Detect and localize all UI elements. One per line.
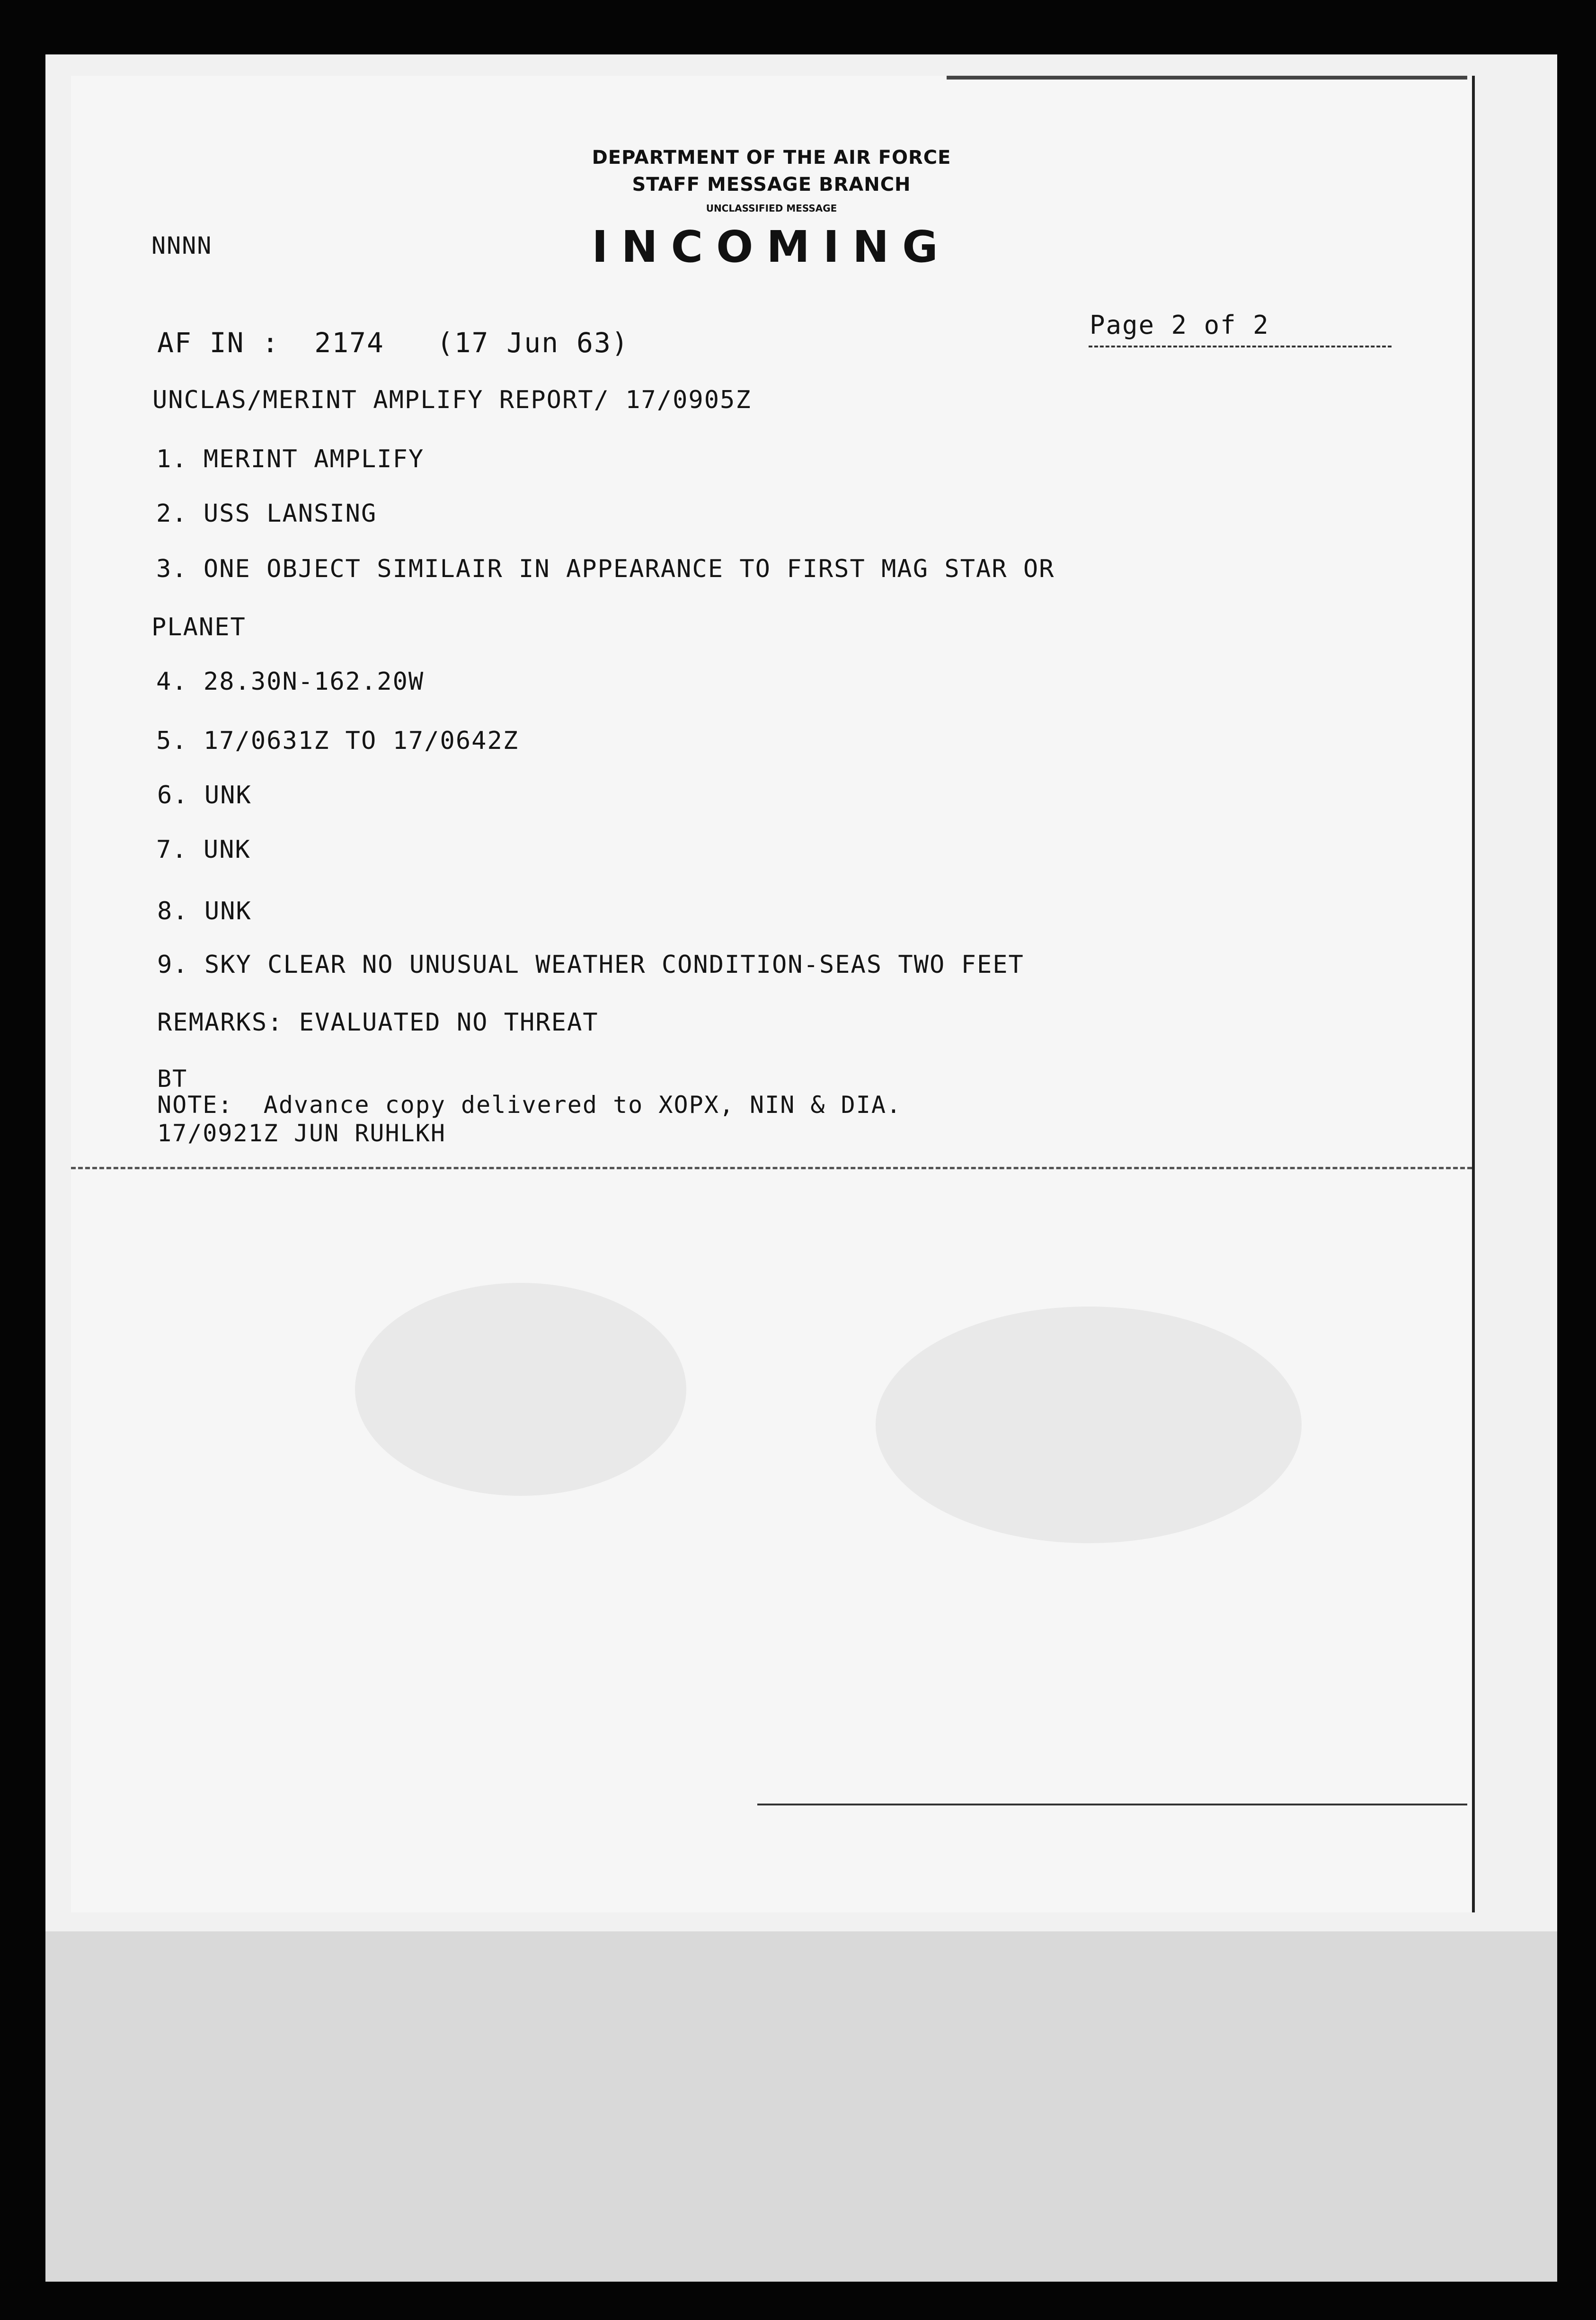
page-underline: [1089, 346, 1392, 349]
list-item: 1. MERINT AMPLIFY: [156, 445, 425, 473]
list-item: 6. UNK: [157, 781, 252, 809]
bleed-through-smudge: [355, 1283, 686, 1496]
routing-indicator: NNNN: [151, 232, 213, 259]
incoming-title: INCOMING: [592, 222, 951, 272]
list-item: 3. ONE OBJECT SIMILAIR IN APPEARANCE TO FIRST MAG STAR OR: [156, 555, 1055, 583]
break-marker: BT: [157, 1065, 188, 1093]
subject-line: UNCLAS/MERINT AMPLIFY REPORT/ 17/0905Z: [152, 386, 752, 414]
classification-label: UNCLASSIFIED MESSAGE: [706, 203, 837, 214]
underlying-sheet: [45, 1931, 1557, 2282]
bleed-through-smudge: [876, 1307, 1302, 1543]
page-label: Page 2 of 2: [1090, 310, 1269, 340]
list-item: 9. SKY CLEAR NO UNUSUAL WEATHER CONDITION-SEAS TWO FEET: [157, 951, 1024, 979]
top-rule: [947, 76, 1467, 80]
message-form: [71, 76, 1475, 1912]
department-heading: DEPARTMENT OF THE AIR FORCE: [592, 147, 951, 169]
perforation-rule: [71, 1167, 1472, 1172]
list-item: PLANET: [151, 613, 246, 641]
time-signature: 17/0921Z JUN RUHLKH: [157, 1120, 446, 1147]
list-item: 8. UNK: [157, 897, 252, 925]
list-item: 7. UNK: [156, 836, 251, 864]
af-in-number: AF IN : 2174 (17 Jun 63): [157, 327, 629, 359]
remarks-line: REMARKS: EVALUATED NO THREAT: [157, 1008, 599, 1037]
branch-heading: STAFF MESSAGE BRANCH: [632, 174, 911, 196]
list-item: 2. USS LANSING: [156, 499, 377, 528]
distribution-note: NOTE: Advance copy delivered to XOPX, NIN & DIA.: [157, 1091, 902, 1119]
list-item: 4. 28.30N-162.20W: [156, 667, 425, 696]
bottom-rule: [757, 1804, 1467, 1805]
list-item: 5. 17/0631Z TO 17/0642Z: [156, 727, 519, 755]
